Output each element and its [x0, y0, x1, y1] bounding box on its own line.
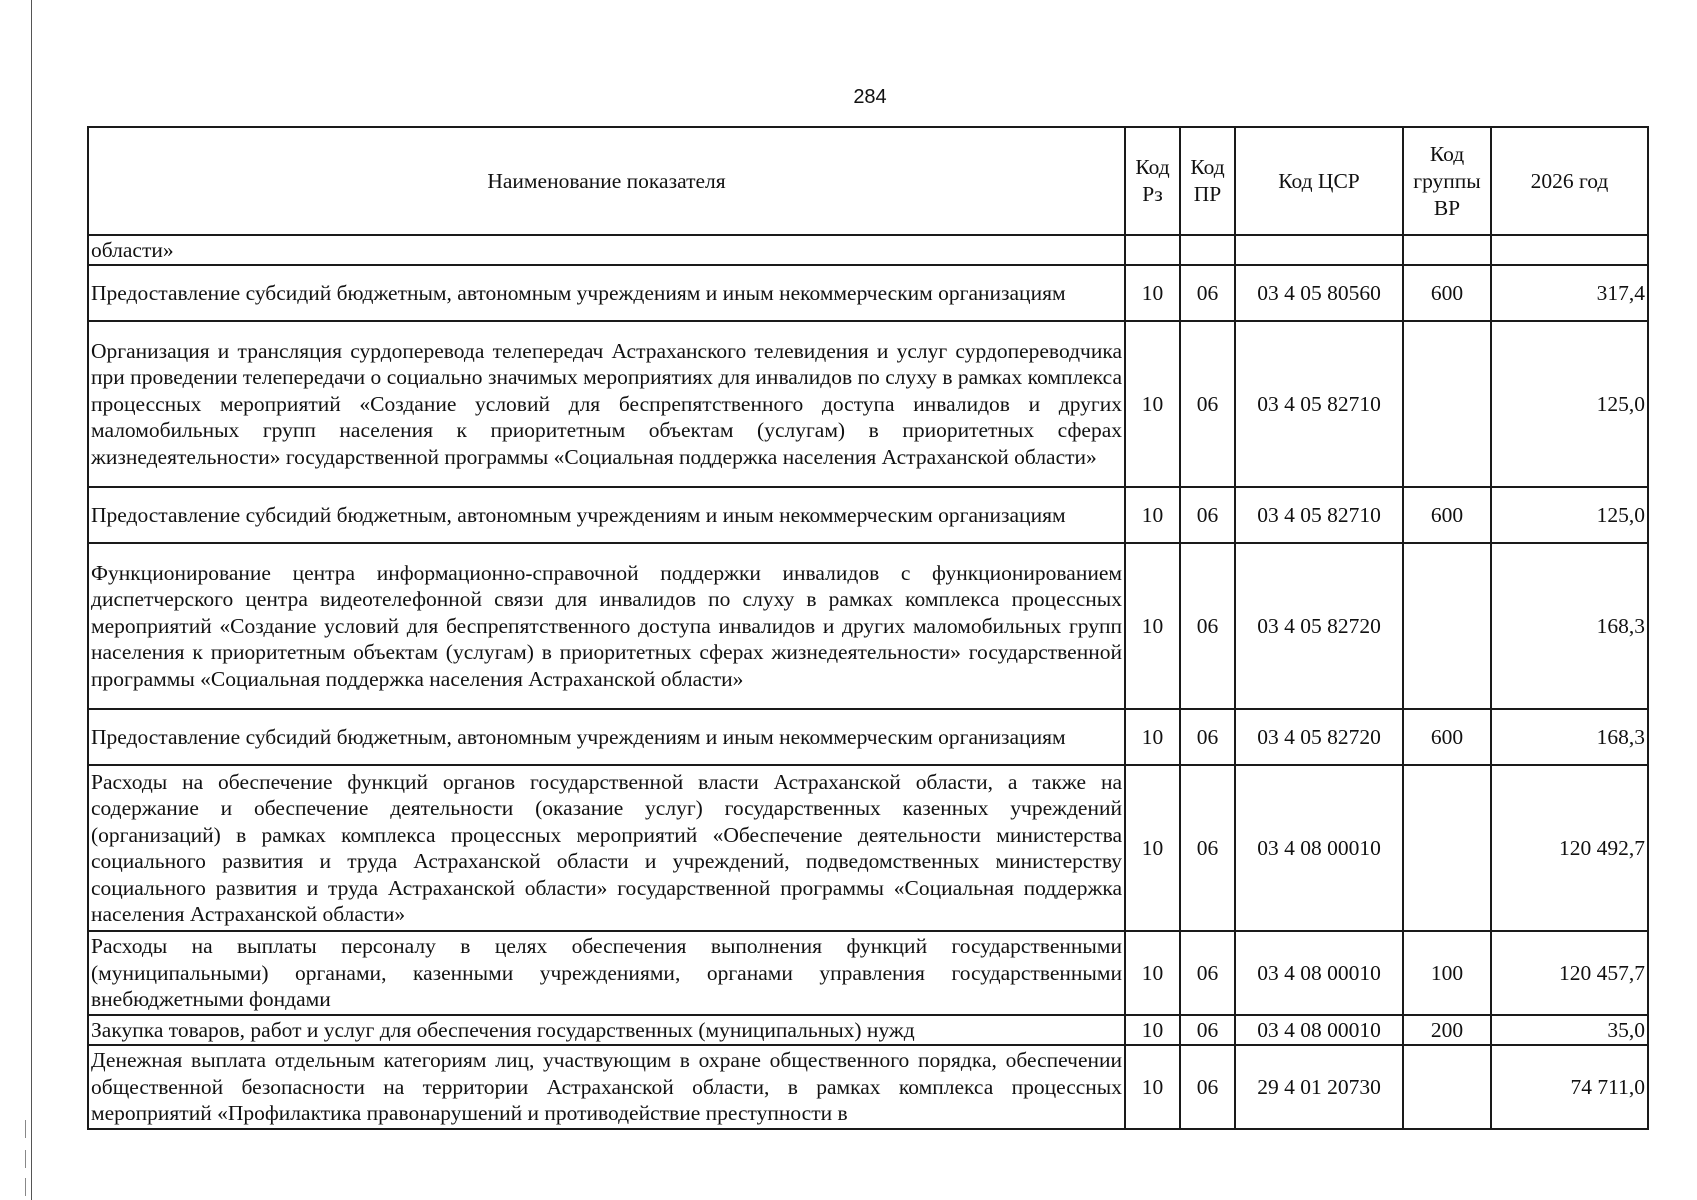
row-amount: 168,3: [1491, 709, 1648, 765]
row-pr: 06: [1180, 931, 1235, 1015]
row-amount: [1491, 235, 1648, 265]
row-amount: 120 457,7: [1491, 931, 1648, 1015]
row-amount: 168,3: [1491, 543, 1648, 709]
table-row: [88, 235, 1648, 265]
row-csr: 03 4 05 80560: [1235, 265, 1403, 321]
row-name: Расходы на обеспечение функций органов государственной власти Астраханской области, а также на содержание и обеспечение деятельности (оказание услуг) государственных казенных учреждений (организаций) в рамках комплекса процессных мероприятий «Обеспечение деятельности министерства социального развития и труда Астраханской области и учреждений, подведомственных министерству социального развития и труда Астраханской области» государственной программы «Социальная поддержка населения Астраханской области»: [88, 765, 1125, 931]
row-csr: 03 4 05 82720: [1235, 543, 1403, 709]
row-pr: 06: [1180, 321, 1235, 487]
row-amount: 125,0: [1491, 321, 1648, 487]
table-row: [88, 321, 1648, 487]
row-pr: 06: [1180, 765, 1235, 931]
row-vr: [1403, 321, 1491, 487]
row-csr: 03 4 08 00010: [1235, 765, 1403, 931]
row-csr: 03 4 05 82720: [1235, 709, 1403, 765]
row-name: Организация и трансляция сурдоперевода телепередач Астраханского телевидения и услуг сурдопереводчика при проведении телепередачи о социально значимых мероприятиях для инвалидов по слуху в рамках комплекса процессных мероприятий «Создание условий для беспрепятственного доступа инвалидов и других маломобильных групп населения к приоритетным объектам (услугам) в приоритетных сферах жизнедеятельности» государственной программы «Социальная поддержка населения Астраханской области»: [88, 321, 1125, 487]
row-name: Денежная выплата отдельным категориям лиц, участвующим в охране общественного порядка, обеспечении общественной безопасности на территории Астраханской области, в рамках комплекса процессных мероприятий «Профилактика правонарушений и противодействие преступности в: [88, 1045, 1125, 1129]
row-rz: 10: [1125, 487, 1180, 543]
row-vr: 100: [1403, 931, 1491, 1015]
row-rz: [1125, 235, 1180, 265]
row-name: Предоставление субсидий бюджетным, автономным учреждениям и иным некоммерческим организациям: [88, 487, 1125, 543]
row-pr: 06: [1180, 487, 1235, 543]
row-vr: 600: [1403, 265, 1491, 321]
row-rz: 10: [1125, 321, 1180, 487]
row-vr: [1403, 1045, 1491, 1129]
row-vr: [1403, 235, 1491, 265]
row-name: Расходы на выплаты персоналу в целях обеспечения выполнения функций государственными (муниципальными) органами, казенными учреждениями, органами управления государственными внебюджетными фондами: [88, 931, 1125, 1015]
row-vr: [1403, 543, 1491, 709]
row-vr: 600: [1403, 709, 1491, 765]
table-row: [88, 1045, 1648, 1129]
row-pr: [1180, 235, 1235, 265]
row-pr: 06: [1180, 1015, 1235, 1045]
header-name: Наименование показателя: [88, 127, 1125, 235]
header-vr: Код группы ВР: [1403, 127, 1491, 235]
row-vr: 600: [1403, 487, 1491, 543]
row-name: Предоставление субсидий бюджетным, автономным учреждениям и иным некоммерческим организациям: [88, 265, 1125, 321]
table-row: [88, 1015, 1648, 1045]
page-number: 284: [853, 86, 887, 108]
header-rz: Код Рз: [1125, 127, 1180, 235]
margin-dash: [25, 1120, 26, 1138]
row-amount: 35,0: [1491, 1015, 1648, 1045]
row-amount: 74 711,0: [1491, 1045, 1648, 1129]
row-csr: 03 4 08 00010: [1235, 1015, 1403, 1045]
row-rz: 10: [1125, 543, 1180, 709]
row-rz: 10: [1125, 1045, 1180, 1129]
row-amount: 317,4: [1491, 265, 1648, 321]
row-name: Функционирование центра информационно-справочной поддержки инвалидов с функционированием диспетчерского центра видеотелефонной связи для инвалидов по слуху в рамках комплекса процессных мероприятий «Создание условий для беспрепятственного доступа инвалидов и других маломобильных групп населения к приоритетным объектам (услугам) в приоритетных сферах жизнедеятельности» государственной программы «Социальная поддержка населения Астраханской области»: [88, 543, 1125, 709]
row-csr: 03 4 05 82710: [1235, 321, 1403, 487]
row-csr: 29 4 01 20730: [1235, 1045, 1403, 1129]
row-vr: 200: [1403, 1015, 1491, 1045]
row-vr: [1403, 765, 1491, 931]
row-pr: 06: [1180, 1045, 1235, 1129]
margin-dash: [25, 1150, 26, 1168]
row-rz: 10: [1125, 765, 1180, 931]
table-row: [88, 765, 1648, 931]
table-row: [88, 709, 1648, 765]
header-row: [88, 127, 1648, 235]
margin-dash: [25, 1178, 26, 1196]
header-year: 2026 год: [1491, 127, 1648, 235]
row-amount: 120 492,7: [1491, 765, 1648, 931]
row-name: Закупка товаров, работ и услуг для обеспечения государственных (муниципальных) нужд: [88, 1015, 1125, 1045]
header-pr: Код ПР: [1180, 127, 1235, 235]
table-row: [88, 265, 1648, 321]
row-rz: 10: [1125, 709, 1180, 765]
row-amount: 125,0: [1491, 487, 1648, 543]
budget-table: [87, 126, 1649, 1130]
row-csr: 03 4 08 00010: [1235, 931, 1403, 1015]
row-name: области»: [88, 235, 1125, 265]
row-rz: 10: [1125, 931, 1180, 1015]
row-pr: 06: [1180, 709, 1235, 765]
row-csr: 03 4 05 82710: [1235, 487, 1403, 543]
header-csr: Код ЦСР: [1235, 127, 1403, 235]
row-csr: [1235, 235, 1403, 265]
row-name: Предоставление субсидий бюджетным, автономным учреждениям и иным некоммерческим организациям: [88, 709, 1125, 765]
margin-rule: [31, 0, 32, 1200]
row-pr: 06: [1180, 543, 1235, 709]
row-rz: 10: [1125, 1015, 1180, 1045]
table-row: [88, 487, 1648, 543]
row-rz: 10: [1125, 265, 1180, 321]
row-pr: 06: [1180, 265, 1235, 321]
table-row: [88, 543, 1648, 709]
table-row: [88, 931, 1648, 1015]
